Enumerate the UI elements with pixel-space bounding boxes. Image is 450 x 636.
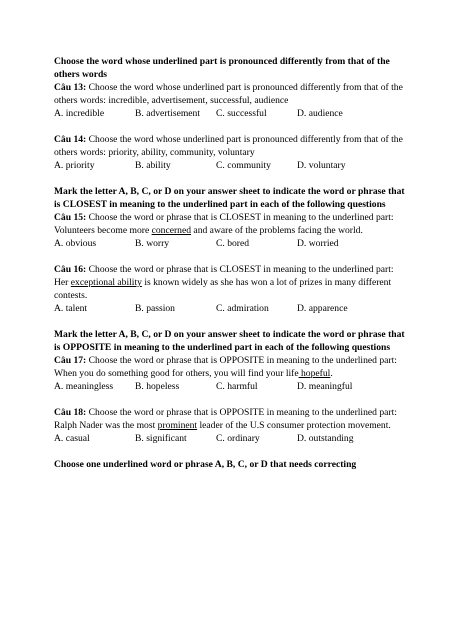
option-b[interactable]: B. ability [135,160,171,171]
option-c[interactable]: C. bored [216,238,250,249]
question-sentence: Ralph Nader was the most prominent leader of the U.S consumer protection movement. [54,420,391,431]
answer-options [54,107,410,120]
option-b[interactable]: B. passion [135,303,175,314]
underlined-part: hopeful [298,368,331,379]
question-text: Câu 15: Choose the word or phrase that is CLOSEST in meaning to the underlined part: [54,212,394,223]
question-sentence: Her exceptional ability is known widely as she has won a lot of prizes in many different contests. [54,277,392,301]
option-b[interactable]: B. hopeless [135,381,180,392]
option-a[interactable]: A. casual [54,433,90,444]
question-text: Câu 18: Choose the word or phrase that is OPPOSITE in meaning to the underlined part: [54,407,397,418]
answer-options [54,432,410,445]
option-d[interactable]: D. apparence [297,303,348,314]
question-label: Câu 17: [54,355,87,366]
underlined-part: prominent [157,420,198,431]
question-text: Câu 17: Choose the word or phrase that is OPPOSITE in meaning to the underlined part: [54,355,397,366]
question-label: Câu 18: [54,407,87,418]
answer-options [54,159,410,172]
answer-options [54,237,410,250]
option-d[interactable]: D. outstanding [297,433,354,444]
question-label: Câu 13: [54,82,87,93]
option-b[interactable]: B. worry [135,238,170,249]
option-d[interactable]: D. meaningful [297,381,353,392]
section-heading-closest: Mark the letter A, B, C, or D on your answer sheet to indicate the word or phrase that is CLOSEST in meaning to the underlined part in each of the following questions [54,186,405,210]
option-c[interactable]: C. harmful [216,381,258,392]
section-heading-opposite: Mark the letter A, B, C, or D on your answer sheet to indicate the word or phrase that is OPPOSITE in meaning to the underlined part in each of the following questions [54,329,405,353]
question-sentence: When you do something good for others, you will find your life hopeful. [54,368,333,379]
option-a[interactable]: A. obvious [54,238,97,249]
answer-options [54,302,410,315]
question-14 [54,133,410,172]
question-label: Câu 15: [54,212,87,223]
option-b[interactable]: B. advertisement [135,108,201,119]
option-c[interactable]: C. community [216,160,271,171]
underlined-part: concerned [151,225,192,236]
option-d[interactable]: D. voluntary [297,160,346,171]
question-text: Câu 13: Choose the word whose underlined part is pronounced differently from that of the others words: incredible, advertisement, successful, audience [54,82,403,106]
section-heading-pronunciation: Choose the word whose underlined part is pronounced differently from that of the others words [54,56,390,80]
question-15 [54,211,410,250]
option-a[interactable]: A. meaningless [54,381,114,392]
option-a[interactable]: A. talent [54,303,88,314]
question-13 [54,81,410,120]
question-17 [54,354,410,393]
question-sentence: Volunteers become more concerned and aware of the problems facing the world. [54,225,363,236]
option-a[interactable]: A. priority [54,160,95,171]
section-heading-error-correction: Choose one underlined word or phrase A, B, C, or D that needs correcting [54,459,357,470]
question-label: Câu 14: [54,134,87,145]
option-a[interactable]: A. incredible [54,108,105,119]
answer-options [54,380,410,393]
underlined-part: exceptional ability [70,277,142,288]
option-d[interactable]: D. worried [297,238,339,249]
option-c[interactable]: C. admiration [216,303,269,314]
option-d[interactable]: D. audience [297,108,343,119]
question-text: Câu 16: Choose the word or phrase that is CLOSEST in meaning to the underlined part: [54,264,394,275]
option-c[interactable]: C. ordinary [216,433,260,444]
question-text: Câu 14: Choose the word whose underlined part is pronounced differently from that of the others words: priority, ability, community, voluntary [54,134,403,158]
option-c[interactable]: C. successful [216,108,267,119]
question-18 [54,406,410,445]
question-label: Câu 16: [54,264,87,275]
option-b[interactable]: B. significant [135,433,187,444]
question-16 [54,263,410,315]
